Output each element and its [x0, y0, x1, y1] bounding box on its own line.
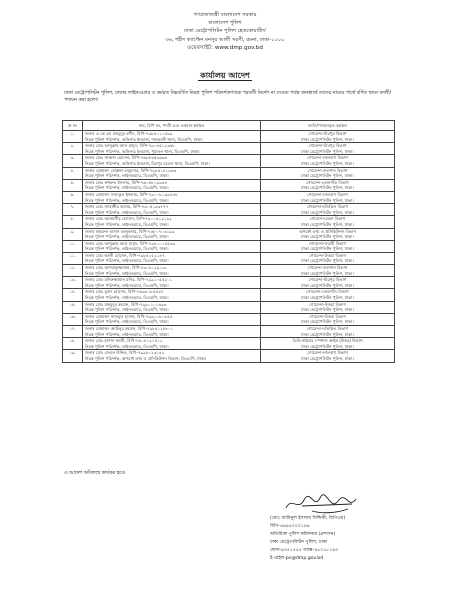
- new-posting-division: অপরাধ তথ্য ও প্রসিকিউশন বিভাগ: [299, 228, 356, 234]
- new-posting-division: গোয়েন্দা-ওয়ারী বিভাগ: [308, 240, 347, 246]
- officer-current-posting: নিরস্ত্র পুলিশ পরিদর্শক, লাইনওয়্যার, ডিএমপি, ঢাকা।: [85, 209, 169, 215]
- officer-current-posting: নিরস্ত্র পুলিশ পরিদর্শক, লাইনওয়্যার, ডিএমপি, ঢাকা।: [85, 343, 169, 349]
- row-new-posting: [261, 228, 395, 240]
- row-serial: ১১.: [63, 252, 83, 264]
- closing-line: এ আদেশ অবিলম্বে কার্যকর হবে।: [64, 471, 126, 476]
- row-serial: ১৭.: [63, 326, 83, 338]
- officer-current-posting: নিরস্ত্র পুলিশ পরিদর্শক, লাইনওয়্যার, ডিএমপি, ঢাকা।: [85, 295, 169, 301]
- address: ৩৬, শহীদ ক্যাপ্টেন মনসুর আলী সরণী, রমনা, ঢাকা-১০০০: [165, 37, 285, 43]
- row-new-posting: [261, 289, 395, 301]
- new-posting-division: গোয়েন্দা-লালবাগ বিভাগ: [307, 191, 348, 197]
- govt-name: গণপ্রজাতন্ত্রী বাংলাদেশ সরকার: [193, 12, 257, 18]
- row-serial: ১৬.: [63, 313, 83, 325]
- row-serial: ৩.: [63, 155, 83, 167]
- officer-current-posting: নিরস্ত্র পুলিশ পরিদর্শক, অফিসার ইনচার্জ, পুরাতন থানা, ডিএমপি, ঢাকা।: [85, 148, 200, 154]
- row-new-posting: [261, 252, 395, 264]
- new-posting-organization: ঢাকা মেট্রোপলিটন পুলিশ, ঢাকা।: [301, 258, 354, 264]
- new-posting-organization: ঢাকা মেট্রোপলিটন পুলিশ, ঢাকা।: [301, 136, 354, 142]
- header-name: নাম, বিপি নং, পদবী এবং বর্তমান কর্মস্থল: [83, 121, 261, 131]
- table-row: [63, 326, 395, 338]
- table-row: [63, 277, 395, 289]
- new-posting-division: গোয়েন্দা-মতিঝিল বিভাগ: [306, 326, 349, 331]
- officer-current-posting: নিরস্ত্র পুলিশ পরিদর্শক, লাইনওয়্যার, ডিএমপি, ঢাকা।: [85, 185, 169, 191]
- table-header-row: [63, 121, 395, 131]
- row-serial: ১০.: [63, 240, 83, 252]
- row-officer: [83, 326, 261, 338]
- table-row: [63, 338, 395, 350]
- row-serial: ১৫.: [63, 301, 83, 313]
- row-officer: [83, 216, 261, 228]
- row-officer: [83, 240, 261, 252]
- table-row: [63, 143, 395, 155]
- new-posting-organization: ঢাকা মেট্রোপলিটন পুলিশ, ঢাকা।: [301, 197, 354, 203]
- row-officer: [83, 143, 261, 155]
- row-new-posting: [261, 301, 395, 313]
- row-serial: ১২.: [63, 265, 83, 277]
- row-officer: [83, 265, 261, 277]
- table-row: [63, 313, 395, 325]
- officer-current-posting: নিরস্ত্র পুলিশ পরিদর্শক, লাইনওয়্যার, ডিএমপি, ঢাকা।: [85, 221, 169, 227]
- new-posting-division: গোয়েন্দা-মিরপুর বিভাগ: [308, 131, 347, 136]
- officer-current-posting: নিরস্ত্র পুলিশ পরিদর্শক, অফিসার ইনচার্জ, মিরপুর মডেল থানা, ডিএমপি, ঢাকা।: [85, 160, 210, 166]
- row-serial: ৫.: [63, 179, 83, 191]
- officer-name: জনাব মোঃ আব্দুল্লাহ আল মাসুদ, বিপি-৭৯৮০০১৫৫৩৩: [85, 240, 176, 246]
- table-row: [63, 301, 395, 313]
- new-posting-organization: ঢাকা মেট্রোপলিটন পুলিশ, ঢাকা।: [301, 295, 354, 301]
- table-row: [63, 228, 395, 240]
- document-title: কার্যালয় আদেশ: [200, 71, 250, 80]
- row-officer: [83, 289, 261, 301]
- table-row: [63, 265, 395, 277]
- new-posting-organization: ঢাকা মেট্রোপলিটন পুলিশ, ঢাকা।: [301, 307, 354, 313]
- row-officer: [83, 204, 261, 216]
- row-serial: ৬.: [63, 191, 83, 203]
- officer-name: জনাব মোঃ মুরাদ হোসেন, বিপি-৭৬৯৮০৮৫৫৩৭: [85, 289, 164, 295]
- row-new-posting: [261, 143, 395, 155]
- new-posting-division: গোয়েন্দা-গুলশান বিভাগ: [307, 167, 348, 173]
- row-new-posting: [261, 326, 395, 338]
- row-serial: ১৮.: [63, 338, 83, 350]
- officer-name: জনাব মোঃ মনিরুজ্জামান মনির, বিপি-৭৯৯১০৫৫২০১: [85, 277, 173, 283]
- row-officer: [83, 179, 261, 191]
- officer-name: জনাব মোহাম্মদ নাজমুল হাসান, বিপি-৭৯৯১০৮০৮৫৫: [85, 313, 173, 319]
- officer-current-posting: নিরস্ত্র পুলিশ পরিদর্শক, লাইনওয়্যার, ডিএমপি, ঢাকা।: [85, 234, 169, 240]
- officer-current-posting: নিরস্ত্র পুলিশ পরিদর্শক, লাইনওয়্যার, ডিএমপি, ঢাকা।: [85, 331, 169, 337]
- row-new-posting: [261, 313, 395, 325]
- row-new-posting: [261, 350, 395, 362]
- new-posting-division: ডিবি-সাইবার স্পেশাল ক্রাইম (উত্তর) বিভাগ: [292, 338, 363, 344]
- row-new-posting: [261, 216, 395, 228]
- officer-current-posting: নিরস্ত্র পুলিশ পরিদর্শক, লাইনওয়্যার, ডিএমপি, ঢাকা।: [85, 246, 169, 252]
- row-new-posting: [261, 167, 395, 179]
- row-new-posting: [261, 338, 395, 350]
- new-posting-organization: ঢাকা মেট্রোপলিটন পুলিশ, ঢাকা।: [301, 209, 354, 215]
- row-new-posting: [261, 204, 395, 216]
- officer-current-posting: নিরস্ত্র পুলিশ পরিদর্শক, অফিসার ইনচার্জ, শাহআলী থানা, ডিএমপি, ঢাকা।: [85, 136, 203, 142]
- header-serial: ক্র নং: [63, 121, 83, 131]
- officer-current-posting: নিরস্ত্র পুলিশ পরিদর্শক, লাইনওয়্যার, ডিএমপি, ঢাকা।: [85, 307, 169, 313]
- new-posting-division: গোয়েন্দা-তেজগাঁও বিভাগ: [306, 289, 349, 295]
- row-serial: ২.: [63, 143, 83, 155]
- new-posting-division: গোয়েন্দা-মিরপুর বিভাগ: [308, 143, 347, 149]
- new-posting-division: গোয়েন্দা-লালবাগ বিভাগ: [307, 350, 348, 356]
- website: ওয়েবসাইট: www.dmp.gov.bd: [187, 45, 263, 51]
- officer-name: জনাব মোঃ আশরাফুজ্জামান, বিপি-৮৩০৮১২৯১৩০: [85, 265, 168, 271]
- officer-name: জনাব মোঃ জেবল উদ্দিন, বিপি-৭৯৯৮০২৩১৪২: [85, 350, 165, 356]
- row-new-posting: [261, 240, 395, 252]
- new-posting-division: গোয়েন্দা-তেজগাঁও বিভাগ: [306, 179, 349, 185]
- row-new-posting: [261, 265, 395, 277]
- new-posting-organization: ঢাকা মেট্রোপলিটন পুলিশ, ঢাকা।: [301, 160, 354, 166]
- row-officer: [83, 252, 261, 264]
- officer-name: জনাব মোহাম্মদ আমিনুর রহমান, বিপি-৭৯৮৫১২৪৮০১: [85, 326, 174, 331]
- officer-name: জনাব কামরুল হাসান তালুকদার, বিপি-৭৫৮০৭০৩১৯৯: [85, 228, 175, 234]
- office-order-document: গণপ্রজাতন্ত্রী বাংলাদেশ সরকার বাংলাদেশ পুলিশ ঢাকা মেট্রোপলিটন পুলিশ হেডকোয়ার্টার্স ৩৬, শহীদ ক্যাপ্টেন মনসুর আলী সরণী, রমনা, ঢাকা-১০০০ ওয়েবসাইট: www.dmp.gov.bd কার্যালয় আদেশ ঢাকা মেট্রোপলিটন পুলিশ, ঢাকার লাইনওয়্যার ও কর্মরত নিম্নবর্ণিত নিরস্ত্র পুলিশ পরিদর্শকগণকে পরবর্তী নির্দেশ না দেওয়া পর্যন্ত জনস্বার্থে তাদের নামের পার্শ্বে বর্ণিত স্থানে বদলী/পদায়ন করা হলো। ক্র নং নাম, বিপি নং, পদবী এবং বর্তমান কর্মস্থল বদলি/পদায়নকৃত কর্মস্থল ১. জনাব এ কে এম মাহমুদুর রশীদ, বিপি-৭৯৮৫০১০৪৯৯ নিরস্ত্র পুলিশ পরিদর্শক, অফিসার ইনচার্জ, শাহআলী থানা, ডিএমপি, ঢাকা। গোয়েন্দা-মিরপুর বিভাগ ঢাকা মেট্রোপলিটন পুলিশ, ঢাকা। ২. জনাব মোঃ আব্দুল্লাহ আল মামুন, বিপি-৭৯০৪৫১২৩৫৮ নিরস্ত্র পুলিশ পরিদর্শক, অফিসার ইনচার্জ, পুরাতন থানা, ডিএমপি, ঢাকা। গোয়েন্দা-মিরপুর বিভাগ ঢাকা মেট্রোপলিটন পুলিশ, ঢাকা। ৩. জনাব মোঃ সাজ্জাদ হোসেন, বিপি-৭৬৮৫৩৫৩৬৯৬ নিরস্ত্র পুলিশ পরিদর্শক, অফিসার ইনচার্জ, মিরপুর মডেল থানা, ডিএমপি, ঢাকা। গোয়েন্দা-লালবাগ বিভাগ ঢাকা মেট্রোপলিটন পুলিশ, ঢাকা। ৪. জনাব মোহাম্মদ মোস্তফা মজুমদার, বিপি-৭৯৮৫১৪১৯৬৩ নিরস্ত্র পুলিশ পরিদর্শক, লাইনওয়্যার, ডিএমপি, ঢাকা। গোয়েন্দা-গুলশান বিভাগ ঢাকা মেট্রোপলিটন পুলিশ, ঢাকা। ৫. জনাব মোঃ ফখরুল ইসলাম, বিপি-৭৬০৫৮০৯৯৬৪ নিরস্ত্র পুলিশ পরিদর্শক, লাইনওয়্যার, ডিএমপি, ঢাকা। গোয়েন্দা-তেজগাঁও বিভাগ ঢাকা মেট্রোপলিটন পুলিশ, ঢাকা। ৬. জনাব মোহাম্মদ সাদেকুল ইসলাম, বিপি-৭৯০০৮০৯৯৪৪৮ নিরস্ত্র পুলিশ পরিদর্শক, লাইনওয়্যার, ডিএমপি, ঢাকা। গোয়েন্দা-লালবাগ বিভাগ ঢাকা মেট্রোপলিটন পুলিশ, ঢাকা। ৭. জনাব মোঃ জাহাঙ্গীর আলম, বিপি-৭৯০৫১৯৩৭৭৭ নিরস্ত্র পুলিশ পরিদর্শক, লাইনওয়্যার, ডিএমপি, ঢাকা। গোয়েন্দা-মতিঝিল বিভাগ ঢাকা মেট্রোপলিটন পুলিশ, ঢাকা। ৮. জনাব মোঃ আলমগীর হোসেন, বিপি-৭৯০০৫১২১৯২ নিরস্ত্র পুলিশ পরিদর্শক, লাইনওয়্যার, ডিএমপি, ঢাকা। গোয়েন্দা-রমনা বিভাগ ঢাকা মেট্রোপলিটন পুলিশ, ঢাকা। ৯. জনাব কামরুল হাসান তালুকদার, বিপি-৭৫৮০৭০৩১৯৯ নিরস্ত্র পুলিশ পরিদর্শক, লাইনওয়্যার, ডিএমপি, ঢাকা। অপরাধ তথ্য ও প্রসিকিউশন বিভাগ ঢাকা মেট্রোপলিটন পুলিশ, ঢাকা। ১০. জনাব মোঃ আব্দুল্লাহ আল মাসুদ, বিপি-৭৯৮০০১৫৫৩৩ নিরস্ত্র পুলিশ পরিদর্শক, লাইনওয়্যার, ডিএমপি, ঢাকা। গোয়েন্দা-ওয়ারী বিভাগ ঢাকা মেট্রোপলিটন পুলিশ, ঢাকা। ১১. জনাব মোঃ আলী হোসেন, বিপি-৭৯৮৫১৫২১৪৭ নিরস্ত্র পুলিশ পরিদর্শক, লাইনওয়্যার, ডিএমপি, ঢাকা। গোয়েন্দা-উত্তরা বিভাগ ঢাকা মেট্রোপলিটন পুলিশ, ঢাকা। ১২. জনাব মোঃ আশরাফুজ্জামান, বিপি-৮৩০৮১২৯১৩০ নিরস্ত্র পুলিশ পরিদর্শক, লাইনওয়্যার, ডিএমপি, ঢাকা। গোয়েন্দা-গুলশান বিভাগ ঢাকা মেট্রোপলিটন পুলিশ, ঢাকা। ১৩. জনাব মোঃ মনিরুজ্জামান মনির, বিপি-৭৯৯১০৫৫২০১ নিরস্ত্র পুলিশ পরিদর্শক, লাইনওয়্যার, ডিএমপি, ঢাকা। গোয়েন্দা-মিরপুর বিভাগ ঢাকা মেট্রোপলিটন পুলিশ, ঢাকা। ১৪. জনাব মোঃ মুরাদ হোসেন, বিপি-৭৬৯৮০৮৫৫৩৭ নিরস্ত্র পুলিশ পরিদর্শক, লাইনওয়্যার, ডিএমপি, ঢাকা। গোয়েন্দা-তেজগাঁও বিভাগ ঢাকা মেট্রোপলিটন পুলিশ, ঢাকা। ১৫. জনাব মোঃ মাহমুদুর রহমান, বিপি-৭৯৯০১০১৬৯৬ নিরস্ত্র পুলিশ পরিদর্শক, লাইনওয়্যার, ডিএমপি, ঢাকা। গোয়েন্দা-উত্তরা বিভাগ ঢাকা মেট্রোপলিটন পুলিশ, ঢাকা। ১৬. জনাব মোহাম্মদ নাজমুল হাসান, বিপি-৭৯৯১০৮০৮৫৫ নিরস্ত্র পুলিশ পরিদর্শক, লাইনওয়্যার, ডিএমপি, ঢাকা। গোয়েন্দা-উত্তরা বিভাগ ঢাকা মেট্রোপলিটন পুলিশ, ঢাকা। ১৭. জনাব মোহাম্মদ আমিনুর রহমান, বিপি-৭৯৮৫১২৪৮০১ নিরস্ত্র পুলিশ পরিদর্শক, লাইনওয়্যার, ডিএমপি, ঢাকা। গোয়েন্দা-মতিঝিল বিভাগ ঢাকা মেট্রোপলিটন পুলিশ, ঢাকা। ১৮. জনাব মোঃ হাসান আলী, বিপি-৭৬০৮১২১৪১২ নিরস্ত্র পুলিশ পরিদর্শক, লাইনওয়্যার, ডিএমপি, ঢাকা। ডিবি-সাইবার স্পেশাল ক্রাইম (উত্তর) বিভাগ ঢাকা মেট্রোপলিটন পুলিশ, ঢাকা। ১৯. জনাব মোঃ জেবল উদ্দিন, বিপি-৭৯৯৮০২৩১৪২ নিরস্ত্র পুলিশ পরিদর্শক, অপরাধ তথ্য ও প্রসিকিউশন বিভাগ, ডিএমপি, ঢাকা। গোয়েন্দা-লালবাগ বিভাগ ঢাকা মেট্রোপলিটন পুলিশ, ঢাকা। এ আদেশ অবিলম্বে কার্যকর হবে। (মোঃ আমিনুল ইসলাম সিদ্দিকী, বিপিএম) বিপি-৬৯৯৪০০০১৯৯ অতিরিক্ত পুলিশ কমিশনার (প্রশাসন) ঢাকা মেট্রোপলিটন পুলিশ, ঢাকা ফোন-৯৩৫১৫৫৫ ফ্যাক্স-৪৮০১৮১৯০ ই-মেইল-pc@dmp.gov.bd: [0, 0, 450, 599]
- officer-name: জনাব মোঃ সাজ্জাদ হোসেন, বিপি-৭৬৮৫৩৫৩৬৯৬: [85, 155, 168, 161]
- row-serial: ১.: [63, 131, 83, 143]
- officer-current-posting: নিরস্ত্র পুলিশ পরিদর্শক, লাইনওয়্যার, ডিএমপি, ঢাকা।: [85, 319, 169, 325]
- new-posting-division: গোয়েন্দা-উত্তরা বিভাগ: [309, 301, 346, 307]
- intro-paragraph: ঢাকা মেট্রোপলিটন পুলিশ, ঢাকার লাইনওয়্যার ও কর্মরত নিম্নবর্ণিত নিরস্ত্র পুলিশ পরিদর্শকগণকে পরবর্তী নির্দেশ না দেওয়া পর্যন্ত জনস্বার্থে তাদের নামের পার্শ্বে বর্ণিত স্থানে বদলী/পদায়ন করা হলো।: [64, 91, 392, 103]
- new-posting-organization: ঢাকা মেট্রোপলিটন পুলিশ, ঢাকা।: [301, 221, 354, 227]
- officer-current-posting: নিরস্ত্র পুলিশ পরিদর্শক, লাইনওয়্যার, ডিএমপি, ঢাকা।: [85, 282, 169, 288]
- new-posting-organization: ঢাকা মেট্রোপলিটন পুলিশ, ঢাকা।: [301, 173, 354, 179]
- officer-current-posting: নিরস্ত্র পুলিশ পরিদর্শক, লাইনওয়্যার, ডিএমপি, ঢাকা।: [85, 173, 169, 179]
- table-row: [63, 131, 395, 143]
- row-new-posting: [261, 179, 395, 191]
- new-posting-organization: ঢাকা মেট্রোপলিটন পুলিশ, ঢাকা।: [301, 343, 354, 349]
- table-row: [63, 204, 395, 216]
- new-posting-division: গোয়েন্দা-মতিঝিল বিভাগ: [306, 204, 349, 210]
- row-officer: [83, 228, 261, 240]
- row-officer: [83, 155, 261, 167]
- table-row: [63, 216, 395, 228]
- new-posting-organization: ঢাকা মেট্রোপলিটন পুলিশ, ঢাকা।: [301, 185, 354, 191]
- row-serial: ১৩.: [63, 277, 83, 289]
- table-row: [63, 240, 395, 252]
- new-posting-division: গোয়েন্দা-লালবাগ বিভাগ: [307, 155, 348, 161]
- new-posting-organization: ঢাকা মেট্রোপলিটন পুলিশ, ঢাকা।: [301, 319, 354, 325]
- officer-name: জনাব মোঃ জাহাঙ্গীর আলম, বিপি-৭৯০৫১৯৩৭৭৭: [85, 204, 169, 210]
- row-officer: [83, 350, 261, 362]
- new-posting-organization: ঢাকা মেট্রোপলিটন পুলিশ, ঢাকা।: [301, 355, 354, 361]
- new-posting-division: গোয়েন্দা-গুলশান বিভাগ: [307, 265, 348, 271]
- officer-name: জনাব মোঃ মাহমুদুর রহমান, বিপি-৭৯৯০১০১৬৯৬: [85, 301, 167, 307]
- row-officer: [83, 338, 261, 350]
- new-posting-organization: ঢাকা মেট্রোপলিটন পুলিশ, ঢাকা।: [301, 246, 354, 252]
- new-posting-division: গোয়েন্দা-রমনা বিভাগ: [309, 216, 346, 222]
- table-row: [63, 252, 395, 264]
- row-new-posting: [261, 191, 395, 203]
- new-posting-organization: ঢাকা মেট্রোপলিটন পুলিশ, ঢাকা।: [301, 234, 354, 240]
- police-name: বাংলাদেশ পুলিশ: [208, 20, 242, 26]
- transfer-table: [62, 120, 395, 363]
- row-serial: ৯.: [63, 228, 83, 240]
- row-officer: [83, 191, 261, 203]
- new-posting-organization: ঢাকা মেট্রোপলিটন পুলিশ, ঢাকা।: [301, 282, 354, 288]
- new-posting-organization: ঢাকা মেট্রোপলিটন পুলিশ, ঢাকা।: [301, 270, 354, 276]
- new-posting-division: গোয়েন্দা-মিরপুর বিভাগ: [308, 277, 347, 283]
- table-row: [63, 350, 395, 362]
- row-serial: ৪.: [63, 167, 83, 179]
- new-posting-division: গোয়েন্দা-উত্তরা বিভাগ: [309, 252, 346, 258]
- row-officer: [83, 313, 261, 325]
- officer-name: জনাব মোঃ ফখরুল ইসলাম, বিপি-৭৬০৫৮০৯৯৬৪: [85, 179, 168, 185]
- officer-name: জনাব মোঃ আব্দুল্লাহ আল মামুন, বিপি-৭৯০৪৫১২৩৫৮: [85, 143, 176, 149]
- officer-current-posting: নিরস্ত্র পুলিশ পরিদর্শক, লাইনওয়্যার, ডিএমপি, ঢাকা।: [85, 258, 169, 264]
- signature-image: [282, 492, 366, 516]
- new-posting-organization: ঢাকা মেট্রোপলিটন পুলিশ, ঢাকা।: [301, 148, 354, 154]
- header-posting: বদলি/পদায়নকৃত কর্মস্থল: [261, 121, 395, 131]
- row-officer: [83, 301, 261, 313]
- table-row: [63, 167, 395, 179]
- officer-name: জনাব এ কে এম মাহমুদুর রশীদ, বিপি-৭৯৮৫০১০৪৯৯: [85, 131, 173, 136]
- headquarters-name: ঢাকা মেট্রোপলিটন পুলিশ হেডকোয়ার্টার্স: [184, 28, 266, 34]
- officer-name: জনাব মোহাম্মদ সাদেকুল ইসলাম, বিপি-৭৯০০৮০৯৯৪৪৮: [85, 191, 178, 197]
- officer-current-posting: নিরস্ত্র পুলিশ পরিদর্শক, অপরাধ তথ্য ও প্রসিকিউশন বিভাগ, ডিএমপি, ঢাকা।: [85, 355, 207, 361]
- row-serial: ১৪.: [63, 289, 83, 301]
- row-officer: [83, 277, 261, 289]
- officer-name: জনাব মোহাম্মদ মোস্তফা মজুমদার, বিপি-৭৯৮৫১৪১৯৬৩: [85, 167, 177, 173]
- row-new-posting: [261, 131, 395, 143]
- table-row: [63, 191, 395, 203]
- new-posting-division: গোয়েন্দা-উত্তরা বিভাগ: [309, 313, 346, 319]
- row-new-posting: [261, 155, 395, 167]
- row-new-posting: [261, 277, 395, 289]
- officer-name: জনাব মোঃ হাসান আলী, বিপি-৭৬০৮১২১৪১২: [85, 338, 163, 344]
- row-officer: [83, 167, 261, 179]
- officer-name: জনাব মোঃ আলী হোসেন, বিপি-৭৯৮৫১৫২১৪৭: [85, 252, 165, 258]
- row-serial: ৮.: [63, 216, 83, 228]
- table-row: [63, 155, 395, 167]
- officer-current-posting: নিরস্ত্র পুলিশ পরিদর্শক, লাইনওয়্যার, ডিএমপি, ঢাকা।: [85, 270, 169, 276]
- new-posting-organization: ঢাকা মেট্রোপলিটন পুলিশ, ঢাকা।: [301, 331, 354, 337]
- officer-current-posting: নিরস্ত্র পুলিশ পরিদর্শক, লাইনওয়্যার, ডিএমপি, ঢাকা।: [85, 197, 169, 203]
- row-officer: [83, 131, 261, 143]
- table-row: [63, 289, 395, 301]
- table-row: [63, 179, 395, 191]
- row-serial: ১৯.: [63, 350, 83, 362]
- row-serial: ৭.: [63, 204, 83, 216]
- officer-name: জনাব মোঃ আলমগীর হোসেন, বিপি-৭৯০০৫১২১৯২: [85, 216, 172, 222]
